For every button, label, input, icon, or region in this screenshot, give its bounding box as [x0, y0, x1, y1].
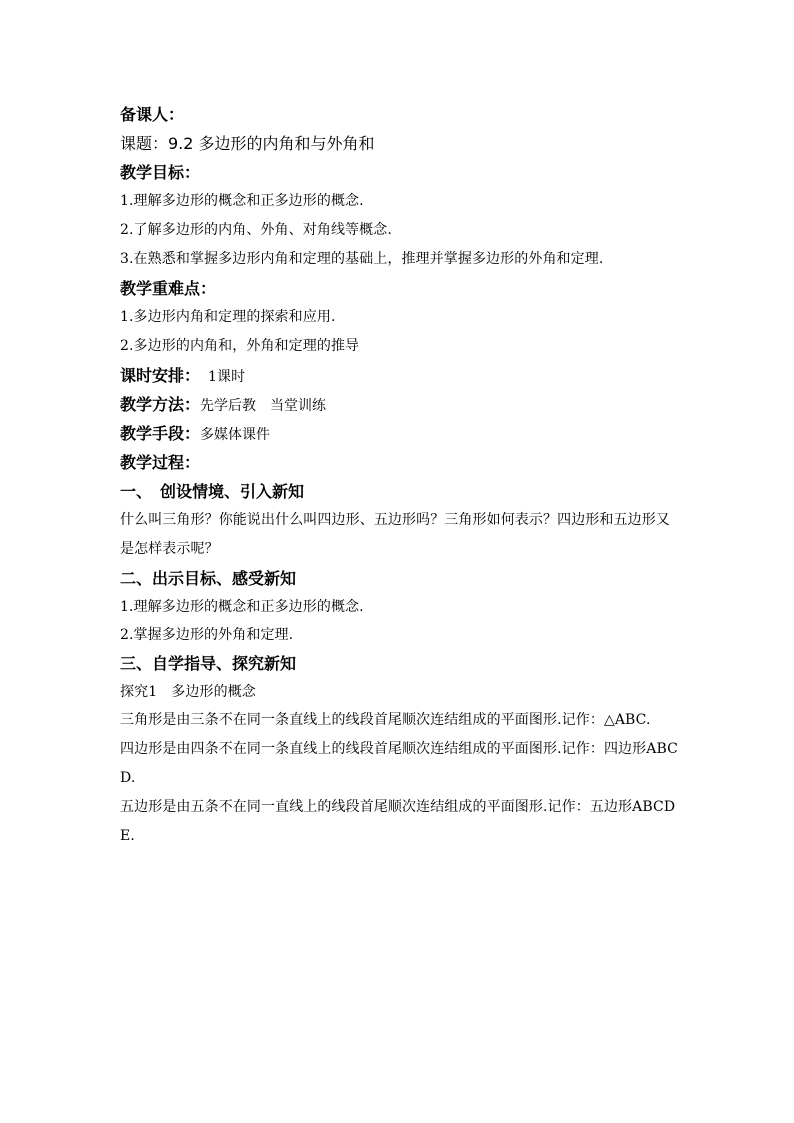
quadrilateral-definition: 四边形是由四条不在同一条直线上的线段首尾顺次连结组成的平面图形.记作：四边形ABCD. — [120, 741, 678, 786]
schedule-value: 1课时 — [208, 369, 246, 385]
key-points-heading: 教学重难点： — [120, 279, 217, 298]
section2-heading: 二、出示目标、感受新知 — [120, 569, 297, 588]
process-heading: 教学过程： — [120, 453, 201, 472]
key-point-item: 1.多边形内角和定理的探索和应用. — [120, 309, 336, 325]
section3-heading: 三、自学指导、探究新知 — [120, 654, 297, 673]
key-point-item: 2.多边形的内角和，外角和定理的推导 — [120, 338, 360, 354]
section1-heading: 一、 创设情境、引入新知 — [120, 482, 305, 501]
triangle-definition: 三角形是由三条不在同一条直线上的线段首尾顺次连结组成的平面图形.记作：△ABC. — [120, 712, 651, 728]
objective-item: 2.了解多边形的内角、外角、对角线等概念. — [120, 222, 392, 238]
pentagon-definition: 五边形是由五条不在同一直线上的线段首尾顺次连结组成的平面图形.记作：五边形ABCDE. — [120, 799, 676, 844]
objective-item: 3.在熟悉和掌握多边形内角和定理的基础上，推理并掌握多边形的外角和定理. — [120, 251, 604, 267]
explore-label: 探究1 多边形的概念 — [120, 684, 256, 700]
schedule-row — [120, 361, 680, 390]
lesson-plan-page — [120, 100, 680, 851]
means-label: 教学手段： — [120, 424, 201, 443]
method-row — [120, 390, 680, 419]
method-label: 教学方法： — [120, 395, 201, 414]
objectives-heading: 教学目标： — [120, 163, 201, 182]
preparer-label: 备课人： — [120, 105, 185, 124]
section2-item: 2.掌握多边形的外角和定理. — [120, 627, 294, 643]
method-value: 先学后教 当堂训练 — [200, 398, 327, 414]
objective-item: 1.理解多边形的概念和正多边形的概念. — [120, 193, 364, 209]
section2-item: 1.理解多边形的概念和正多边形的概念. — [120, 599, 364, 615]
section1-paragraph: 什么叫三角形？你能说出什么叫四边形、五边形吗？三角形如何表示？四边形和五边形又是怎样表示呢？ — [120, 512, 670, 557]
means-row — [120, 419, 680, 448]
means-value: 多媒体课件 — [200, 427, 271, 443]
lesson-title: 课题：9.2 多边形的内角和与外角和 — [120, 134, 375, 153]
schedule-label: 课时安排： — [120, 366, 201, 385]
